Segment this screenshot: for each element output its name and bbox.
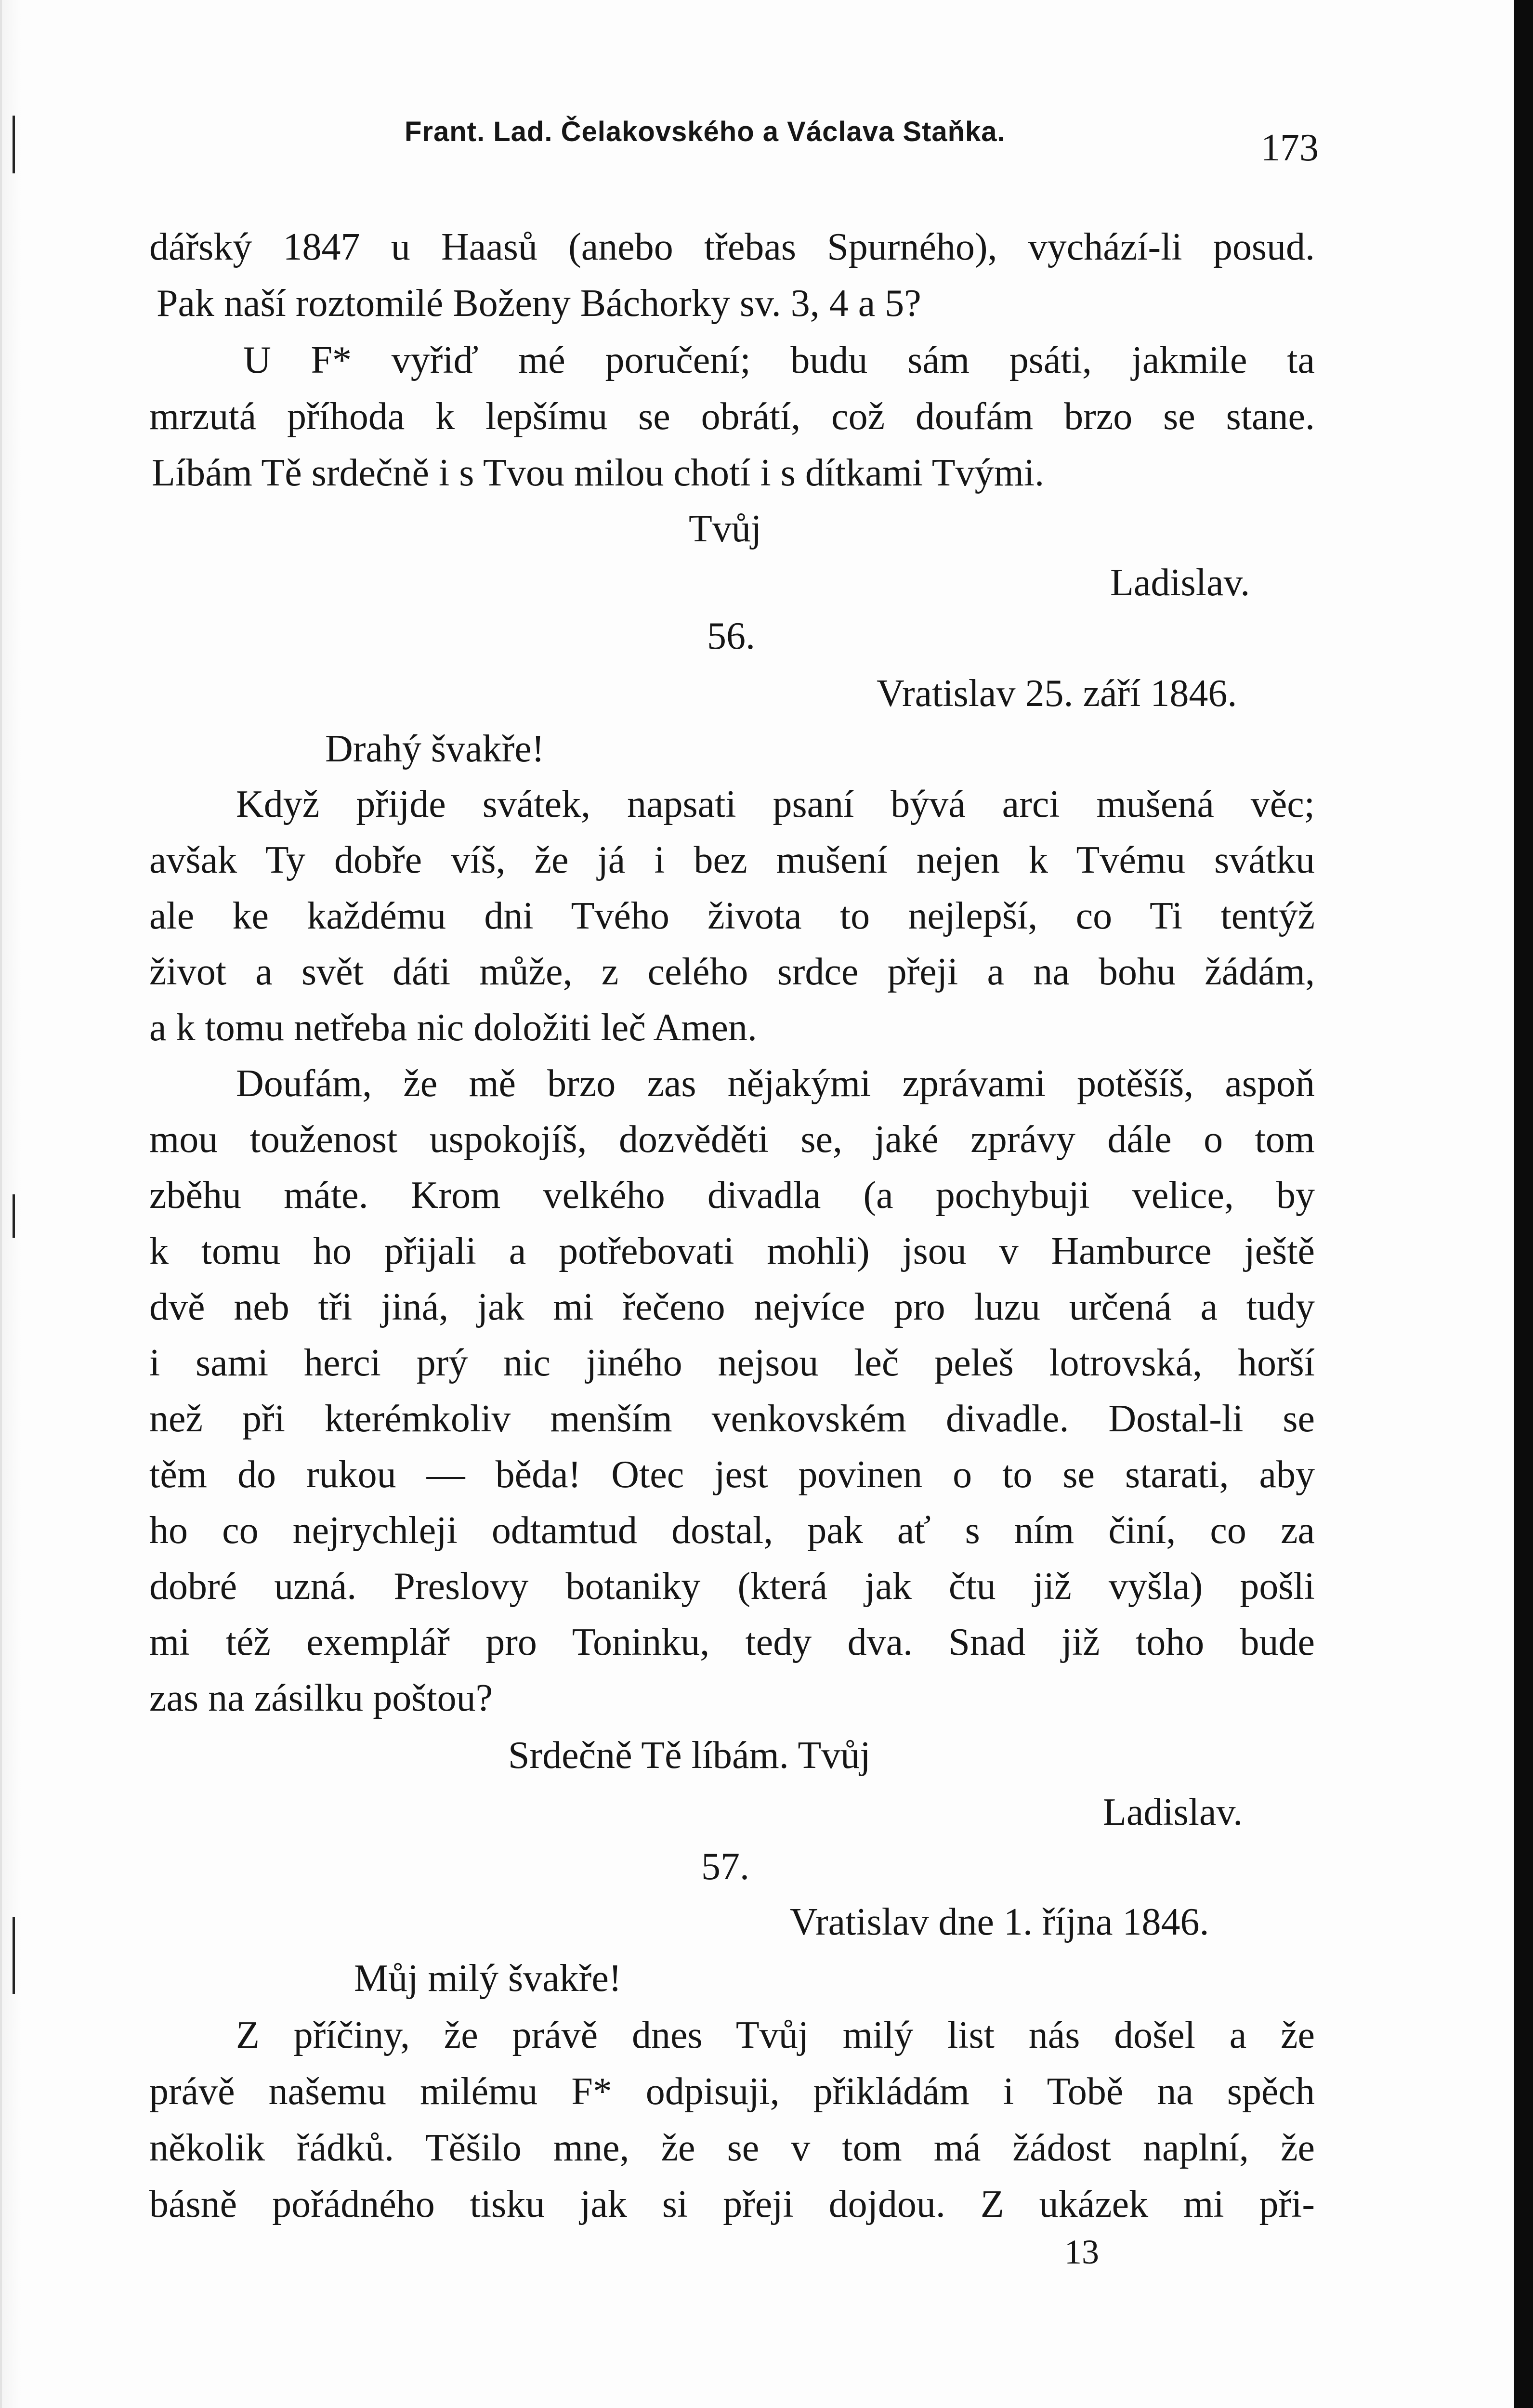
left-edge-mark xyxy=(13,1194,15,1238)
text-line: U F* vyřiď mé poručení; budu sám psáti, jakmile ta xyxy=(243,339,1315,381)
text-line: několik řádků. Těšilo mne, že se v tom má žádost naplní, že xyxy=(149,2127,1315,2169)
text-line: právě našemu milému F* odpisuji, přikládám i Tobě na spěch xyxy=(149,2070,1315,2113)
salutation: Můj milý švakře! xyxy=(354,1957,622,2000)
text-line: zběhu máte. Krom velkého divadla (a pochybuji velice, by xyxy=(149,1174,1315,1217)
text-line: těm do rukou — běda! Otec jest povinen o to se starati, aby xyxy=(149,1453,1315,1496)
text-line: k tomu ho přijali a potřebovati mohli) jsou v Hamburce ještě xyxy=(149,1230,1315,1272)
text-line: Doufám, že mě brzo zas nějakými zprávami potěšíš, aspoň xyxy=(236,1062,1315,1105)
signature: Ladislav. xyxy=(1103,1791,1243,1833)
left-page-edge xyxy=(0,0,21,2408)
sheet-signature-mark: 13 xyxy=(1064,2233,1099,2271)
text-line: ho co nejrychleji odtamtud dostal, pak ať s ním činí, co za xyxy=(149,1509,1315,1552)
right-scan-border xyxy=(1514,0,1533,2408)
text-line: zas na zásilku poštou? xyxy=(149,1677,493,1719)
salutation: Drahý švakře! xyxy=(325,728,545,770)
text-line: a k tomu netřeba nic doložiti leč Amen. xyxy=(149,1007,757,1049)
text-line: Z příčiny, že právě dnes Tvůj milý list nás došel a že xyxy=(236,2014,1315,2056)
closing: Tvůj xyxy=(689,508,762,550)
text-line: Líbám Tě srdečně i s Tvou milou chotí i s dítkami Tvými. xyxy=(152,452,1045,494)
left-edge-mark xyxy=(13,116,15,173)
dateline: Vratislav 25. září 1846. xyxy=(877,672,1237,715)
text-line: dobré uzná. Preslovy botaniky (která jak čtu již vyšla) pošli xyxy=(149,1565,1315,1608)
closing: Srdečně Tě líbám. Tvůj xyxy=(508,1734,871,1777)
left-edge-mark xyxy=(13,1917,15,1994)
text-line: Když přijde svátek, napsati psaní bývá arci mušená věc; xyxy=(236,783,1315,825)
page-number: 173 xyxy=(1261,127,1319,169)
text-line: než při kterémkoliv menším venkovském divadle. Dostal-li se xyxy=(149,1398,1315,1440)
text-line: i sami herci prý nic jiného nejsou leč peleš lotrovská, horší xyxy=(149,1342,1315,1384)
text-line: Pak naší roztomilé Boženy Báchorky sv. 3, 4 a 5? xyxy=(157,282,921,325)
text-line: život a svět dáti může, z celého srdce přeji a na bohu žádám, xyxy=(149,951,1315,993)
running-title: Frant. Lad. Čelakovského a Václava Staňka. xyxy=(405,116,1006,147)
signature: Ladislav. xyxy=(1110,562,1250,604)
text-line: dvě neb tři jiná, jak mi řečeno nejvíce pro luzu určená a tudy xyxy=(149,1286,1315,1328)
text-line: mi též exemplář pro Toninku, tedy dva. Snad již toho bude xyxy=(149,1621,1315,1663)
letter-number: 56. xyxy=(707,615,755,657)
text-line: mrzutá příhoda k lepšímu se obrátí, což doufám brzo se stane. xyxy=(149,395,1315,438)
text-line: ale ke každému dni Tvého života to nejlepší, co Ti tentýž xyxy=(149,895,1315,937)
text-line: dářský 1847 u Haasů (anebo třebas Spurného), vychází-li posud. xyxy=(149,226,1315,268)
letter-number: 57. xyxy=(701,1845,749,1888)
dateline: Vratislav dne 1. října 1846. xyxy=(790,1901,1209,1943)
text-line: básně pořádného tisku jak si přeji dojdou. Z ukázek mi při- xyxy=(149,2183,1315,2225)
text-line: avšak Ty dobře víš, že já i bez mušení nejen k Tvému svátku xyxy=(149,839,1315,881)
text-line: mou touženost uspokojíš, dozvěděti se, jaké zprávy dále o tom xyxy=(149,1118,1315,1161)
